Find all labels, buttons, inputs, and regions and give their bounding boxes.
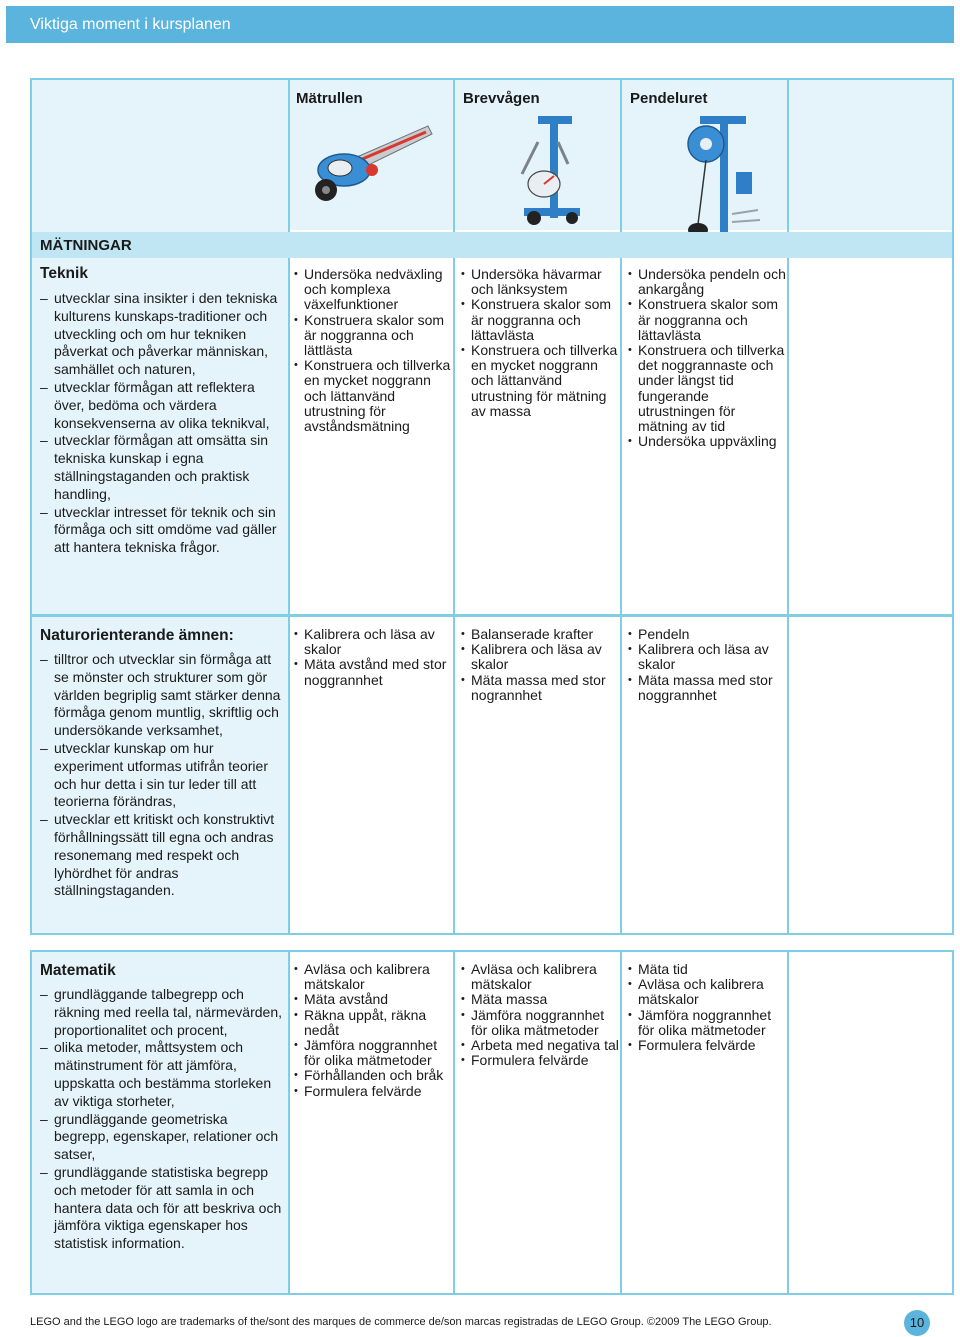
column-divider [288,80,290,614]
list-item: • Konstruera skalor som är noggranna och lättavlästa [461,297,621,343]
list-item: • Formulera felvärde [294,1084,454,1099]
section-band [32,232,952,258]
panel-matematik [30,950,954,1295]
page-number-badge: 10 [904,1310,930,1336]
teknik-goals-list [40,290,282,557]
matematik-goals-list [40,986,282,1253]
section-band-label: MÄTNINGAR [40,237,132,254]
list-item: • Avläsa och kalibrera mätskalor [628,977,788,1007]
list-item: – utvecklar sina insikter i den tekniska kulturens kunskaps-traditioner och utveckling och om hur tekniken påverkat och påverkar människan, samhället och naturen, [40,290,282,379]
row-title-teknik: Teknik [40,265,88,282]
list-item: • Undersöka pendeln och ankargång [628,267,788,297]
list-item: • Konstruera och tillverka en mycket noggrann och lättanvänd utrustning för mätning av massa [461,343,621,419]
ma-matrullen-cell [294,962,454,1099]
list-item: – utvecklar kunskap om hur experiment utformas utifrån teorier och hur detta i sin tur leder till att teorierna förändras, [40,740,282,811]
list-item: • Avläsa och kalibrera mätskalor [294,962,454,992]
trademark-footer: LEGO and the LEGO logo are trademarks of the/sont des marques de commerce de/son marcas registradas de LEGO Group. ©2009 The LEGO Group. [30,1316,772,1328]
list-item: • Kalibrera och läsa av skalor [294,627,454,657]
page-title: Viktiga moment i kursplanen [30,16,231,33]
list-item: – grundläggande geometriska begrepp, egenskaper, relationer och satser, [40,1111,282,1164]
list-item: • Konstruera skalor som är noggranna och lättlästa [294,313,454,359]
pendulum-clock-illustration [662,114,772,244]
list-item: • Konstruera och tillverka en mycket noggrann och lättanvänd utrustning för avståndsmätning [294,358,454,434]
list-item: • Formulera felvärde [628,1038,788,1053]
list-item: • Avläsa och kalibrera mätskalor [461,962,621,992]
teknik-brevvagen-cell [461,267,621,419]
column-title-pendeluret: Pendeluret [630,90,708,107]
list-item: • Balanserade krafter [461,627,621,642]
list-item: • Undersöka hävarmar och länksystem [461,267,621,297]
list-item: • Mäta avstånd [294,992,454,1007]
letter-scale-illustration [498,114,598,226]
panel-naturorienterande [30,615,954,935]
list-item: – grundläggande talbegrepp och räkning med reella tal, närmevärden, proportionalitet och procent, [40,986,282,1039]
row-title-naturorienterande: Naturorienterande ämnen: [40,627,234,644]
list-item: • Jämföra noggrannhet för olika mätmetoder [628,1008,788,1038]
list-item: • Undersöka uppväxling [628,434,788,449]
list-item: • Undersöka nedväxling och komplexa växelfunktioner [294,267,454,313]
row-title-matematik: Matematik [40,962,116,979]
measuring-wheel-illustration [310,120,434,210]
teknik-matrullen-cell [294,267,454,434]
teknik-pendeluret-cell [628,267,788,449]
list-item: • Konstruera och tillverka det noggrannaste och under längst tid fungerande utrustningen för mätning av tid [628,343,788,434]
no-matrullen-cell [294,627,454,688]
column-divider [288,617,290,933]
list-item: • Jämföra noggrannhet för olika mätmetoder [294,1038,454,1068]
list-item: – utvecklar förmågan att reflektera över, bedöma och värdera konsekvenserna av olika teknikval, [40,379,282,432]
list-item: • Förhållanden och bråk [294,1068,454,1083]
ma-brevvagen-cell [461,962,621,1068]
list-item: – utvecklar ett kritiskt och konstruktivt förhållningssätt till egna och andras resonemang med respekt och lyhördhet för andras ställningstaganden. [40,811,282,900]
list-item: – grundläggande statistiska begrepp och metoder för att samla in och hantera data och för att beskriva och jämföra viktiga egenskaper hos statistisk information. [40,1164,282,1253]
no-pendeluret-cell [628,627,788,703]
list-item: • Mäta massa [461,992,621,1007]
list-item: • Kalibrera och läsa av skalor [461,642,621,672]
column-divider [288,952,290,1293]
list-item: • Kalibrera och läsa av skalor [628,642,788,672]
list-item: – utvecklar förmågan att omsätta sin tekniska kunskap i egna ställningstaganden och praktisk handling, [40,432,282,503]
list-item: • Konstruera skalor som är noggranna och lättavlästa [628,297,788,343]
list-item: • Jämföra noggrannhet för olika mätmetoder [461,1008,621,1038]
list-item: • Pendeln [628,627,788,642]
list-item: • Mäta avstånd med stor noggrannhet [294,657,454,687]
list-item: – olika metoder, måttsystem och mätinstrument för att jämföra, uppskatta och bestämma storleken av viktiga storheter, [40,1039,282,1110]
ma-pendeluret-cell [628,962,788,1053]
panel-teknik [30,78,954,616]
page-header [6,6,954,43]
list-item: • Formulera felvärde [461,1053,621,1068]
list-item: • Räkna uppåt, räkna nedåt [294,1008,454,1038]
list-item: – tilltror och utvecklar sin förmåga att se mönster och strukturer som gör världen begriplig samt stärker denna förmåga genom muntlig, skriftlig och undersökande verksamhet, [40,651,282,740]
list-item: • Mäta massa med stor noggrannhet [628,673,788,703]
naturorienterande-goals-list [40,651,282,900]
column-title-matrullen: Mätrullen [296,90,363,107]
no-brevvagen-cell [461,627,621,703]
list-item: • Arbeta med negativa tal [461,1038,621,1053]
list-item: – utvecklar intresset för teknik och sin förmåga och sitt omdöme vad gäller att hantera tekniska frågor. [40,504,282,557]
column-title-brevvagen: Brevvågen [463,90,540,107]
list-item: • Mäta tid [628,962,788,977]
list-item: • Mäta massa med stor nogrannhet [461,673,621,703]
